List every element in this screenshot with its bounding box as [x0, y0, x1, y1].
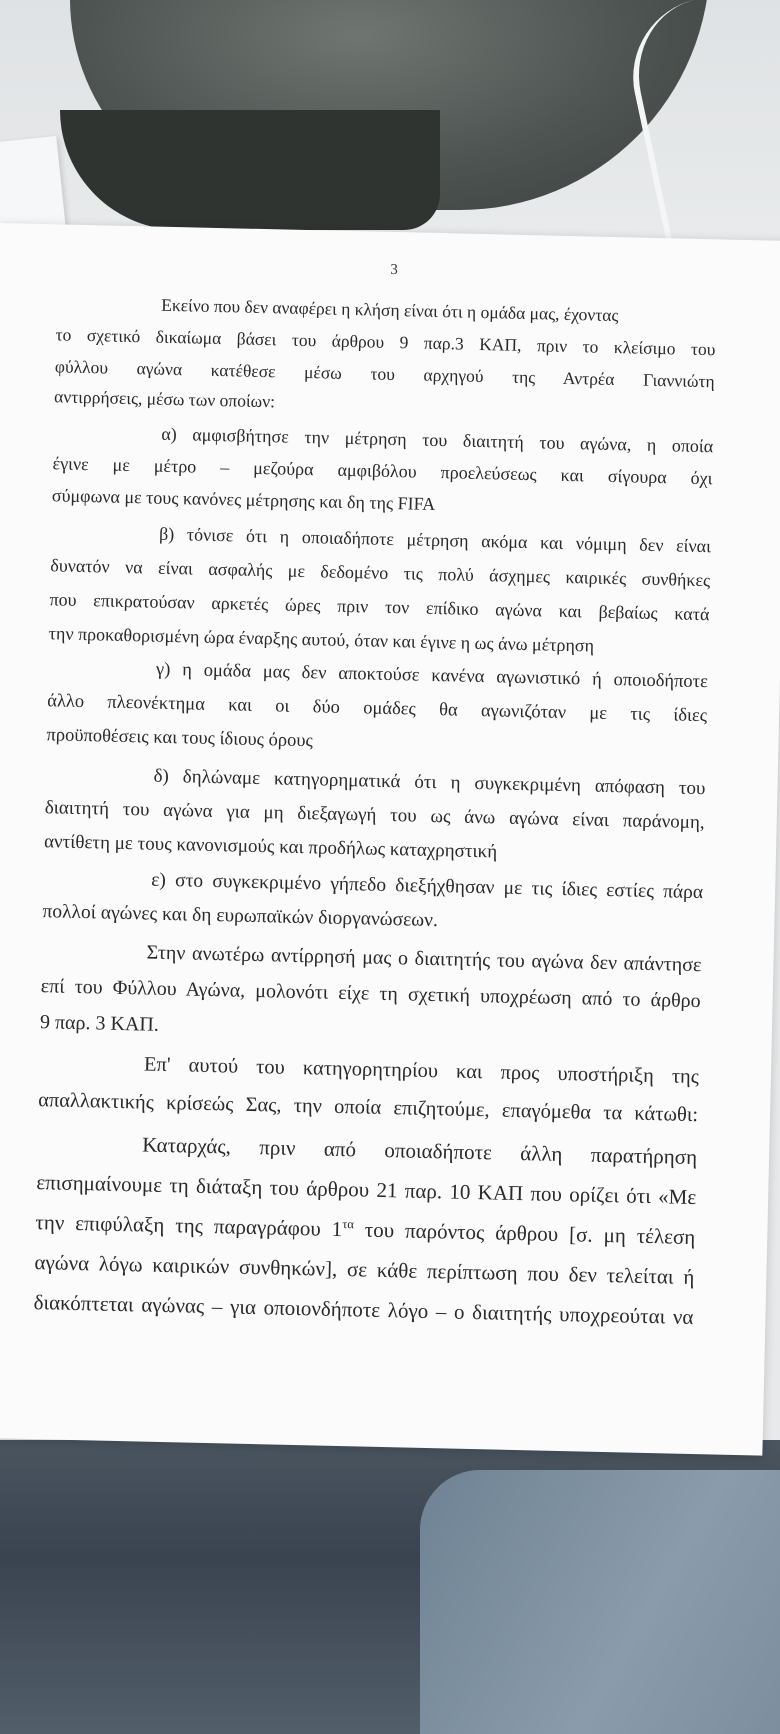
text-line: άλλο πλεονέκτημα και οι δύο ομάδες θα αγωνιζόταν με τις ίδιες [47, 691, 708, 727]
text-fragment: την επιφύλαξη της παραγράφου 1 [35, 1210, 343, 1242]
text-line: διακόπτεται αγώνας – για οποιονδήποτε λόγο – ο διαιτητής υποχρεούται να [33, 1290, 694, 1330]
text-line: σύμφωνα με τους κανόνες μέτρησης και δη της FIFA [51, 485, 436, 514]
text-line: αντιρρήσεις, μέσω των οποίων: [53, 386, 276, 412]
document-page [0, 223, 780, 1456]
text-line: α) αμφισβήτησε την μέτρηση του διαιτητή του αγώνα, η οποία [161, 423, 714, 457]
text-line: επί του Φύλλου Αγώνα, μολονότι είχε τη σχετική υποχρέωση από το άρθρο [40, 975, 701, 1013]
text-line: Καταρχάς, πριν από οποιαδήποτε άλλη παρατήρηση [141, 1132, 698, 1170]
text-line: το σχετικό δικαίωμα βάσει του άρθρου 9 παρ.3 ΚΑΠ, πριν το κλείσιμο του [55, 324, 716, 360]
text-line: β) τόνισε ότι η οποιαδήποτε μέτρηση ακόμα και νόμιμη δεν είναι [158, 523, 712, 557]
text-line: την προκαθορισμένη ώρα έναρξης αυτού, όταν και έγινε η ως άνω μέτρηση [48, 623, 595, 656]
text-line: Επ' αυτού του κατηγορητηρίου και προς υποστήριξη της [143, 1053, 700, 1089]
text-line: που επικρατούσαν αρκετές ώρες πριν τον επίδικο αγώνα και βεβαίως κατά [49, 589, 710, 625]
cap-brim [60, 110, 440, 230]
text-line: διαιτητή του αγώνα για μη διεξαγωγή του ως άνω αγώνα είναι παράνομη, [44, 797, 705, 834]
superscript: τα [342, 1217, 355, 1232]
text-line: απαλλακτικής κρίσεώς Σας, την οποία επιζητούμε, επαγόμεθα τα κάτωθι: [37, 1089, 699, 1127]
text-line: αντίθετη με τους κανονισμούς και προδήλως καταχρηστική [43, 831, 498, 863]
jeans-background [420, 1470, 780, 1734]
text-line: φύλλου αγώνα κατέθεσε μέσω του αρχηγού της Αντρέα Γιαννιώτη [54, 356, 715, 392]
text-line: Στην ανωτέρω αντίρρησή μας ο διαιτητής του αγώνα δεν απάντησε [146, 941, 702, 977]
text-line: δ) δηλώναμε κατηγορηματικά ότι η συγκεκριμένη απόφαση του [153, 765, 706, 800]
text-line: γ) η ομάδα μας δεν αποκτούσε κανένα αγωνιστικό ή οποιοδήποτε [155, 659, 709, 693]
text-line: 9 παρ. 3 ΚΑΠ. [39, 1011, 160, 1036]
text-line: Εκείνο που δεν αναφέρει η κλήση είναι ότι η ομάδα μας, έχοντας [161, 294, 619, 326]
text-line: αγώνα λόγω καιρικών συνθηκών], σε κάθε περίπτωση που δεν τελείται ή [34, 1250, 695, 1290]
text-line: προϋποθέσεις και τους ίδιους όρους [46, 725, 314, 752]
text-line-with-superscript [35, 1212, 695, 1248]
text-line: πολλοί αγώνες και δη ευρωπαϊκών διοργανώσεων. [42, 901, 439, 932]
text-line: ε) στο συγκεκριμένο γήπεδο διεξήχθησαν με τις ίδιες εστίες πάρα [150, 869, 704, 904]
text-line: επισημαίνουμε τη διάταξη του άρθρου 21 παρ. 10 ΚΑΠ που ορίζει ότι «Με [36, 1170, 697, 1210]
text-fragment: του παρόντος άρθρου [σ. μη τέλεση [364, 1217, 696, 1250]
page-number: 3 [390, 261, 399, 279]
text-line: δυνατόν να είναι ασφαλής με δεδομένο τις πολύ άσχημες καιρικές συνθήκες [50, 555, 711, 591]
text-line: έγινε με μέτρο – μεζούρα αμφιβόλου προελεύσεως και σίγουρα όχι [52, 453, 713, 489]
